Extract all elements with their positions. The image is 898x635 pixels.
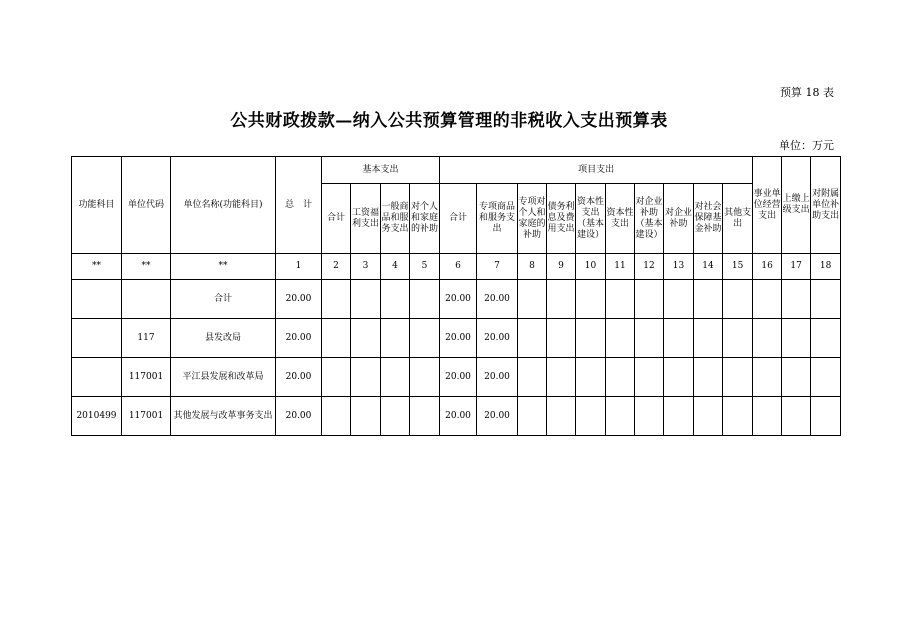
proj-goods-cell: 20.00	[477, 280, 518, 319]
index-cell: 7	[477, 254, 518, 280]
header-other: 其他支出	[723, 184, 753, 254]
header-upper: 上缴上级支出	[782, 157, 811, 254]
header-social: 对社会保障基金补助	[694, 184, 723, 254]
func-cell	[72, 358, 122, 397]
header-proj-goods: 专项商品和服务支出	[477, 184, 518, 254]
table-row	[72, 319, 841, 358]
total-cell: 20.00	[276, 280, 322, 319]
header-ent-build: 对企业补助（基本建设）	[635, 184, 664, 254]
proj-goods-cell: 20.00	[477, 319, 518, 358]
header-capital: 资本性支出	[606, 184, 635, 254]
header-proj-total: 合计	[440, 184, 477, 254]
index-cell: 3	[351, 254, 381, 280]
func-cell	[72, 319, 122, 358]
form-number: 预算 18 表	[780, 86, 834, 99]
func-cell	[72, 280, 122, 319]
index-cell: 6	[440, 254, 477, 280]
header-affiliated: 对附属单位补助支出	[811, 157, 841, 254]
header-basic: 基本支出	[322, 157, 440, 184]
header-personal: 对个人和家庭的补助	[410, 184, 440, 254]
index-cell: 10	[576, 254, 606, 280]
header-unit-name: 单位名称(功能科目)	[171, 157, 276, 254]
unit-label: 单位：万元	[779, 139, 834, 152]
index-cell: 8	[518, 254, 547, 280]
header-proj-personal: 专项对个人和家庭的补助	[518, 184, 547, 254]
index-cell: 17	[782, 254, 811, 280]
index-cell: 13	[664, 254, 694, 280]
table-row	[72, 358, 841, 397]
proj-total-cell: 20.00	[440, 319, 477, 358]
name-cell: 县发改局	[171, 319, 276, 358]
header-unit-code: 单位代码	[122, 157, 171, 254]
table-row	[72, 397, 841, 436]
index-cell: **	[72, 254, 122, 280]
index-cell: 2	[322, 254, 351, 280]
name-cell: 平江县发展和改革局	[171, 358, 276, 397]
index-cell: 4	[381, 254, 410, 280]
budget-table	[71, 156, 841, 436]
index-cell: 1	[276, 254, 322, 280]
page-title: 公共财政拨款—纳入公共预算管理的非税收入支出预算表	[230, 111, 668, 131]
code-cell: 117001	[122, 358, 171, 397]
name-cell: 其他发展与改革事务支出	[171, 397, 276, 436]
table-row	[72, 280, 841, 319]
index-cell: 18	[811, 254, 841, 280]
total-cell: 20.00	[276, 358, 322, 397]
code-cell: 117001	[122, 397, 171, 436]
proj-total-cell: 20.00	[440, 358, 477, 397]
header-basic-total: 合计	[322, 184, 351, 254]
total-cell: 20.00	[276, 319, 322, 358]
index-cell: **	[171, 254, 276, 280]
index-cell: 5	[410, 254, 440, 280]
code-cell: 117	[122, 319, 171, 358]
index-cell: 16	[753, 254, 782, 280]
total-cell: 20.00	[276, 397, 322, 436]
index-cell: 11	[606, 254, 635, 280]
code-cell	[122, 280, 171, 319]
proj-goods-cell: 20.00	[477, 397, 518, 436]
index-cell: 15	[723, 254, 753, 280]
name-cell: 合计	[171, 280, 276, 319]
header-total: 总 计	[276, 157, 322, 254]
index-cell: 9	[547, 254, 576, 280]
header-ent: 对企业补助	[664, 184, 694, 254]
index-row	[72, 254, 841, 280]
proj-goods-cell: 20.00	[477, 358, 518, 397]
header-project: 项目支出	[440, 157, 753, 184]
func-cell: 2010499	[72, 397, 122, 436]
header-func-subject: 功能科目	[72, 157, 122, 254]
index-cell: **	[122, 254, 171, 280]
proj-total-cell: 20.00	[440, 397, 477, 436]
header-biz: 事业单位经营支出	[753, 157, 782, 254]
index-cell: 14	[694, 254, 723, 280]
header-capital-build: 资本性支出（基本建设）	[576, 184, 606, 254]
proj-total-cell: 20.00	[440, 280, 477, 319]
header-goods: 一般商品和服务支出	[381, 184, 410, 254]
header-debt: 债务利息及费用支出	[547, 184, 576, 254]
index-cell: 12	[635, 254, 664, 280]
header-wage: 工资福利支出	[351, 184, 381, 254]
